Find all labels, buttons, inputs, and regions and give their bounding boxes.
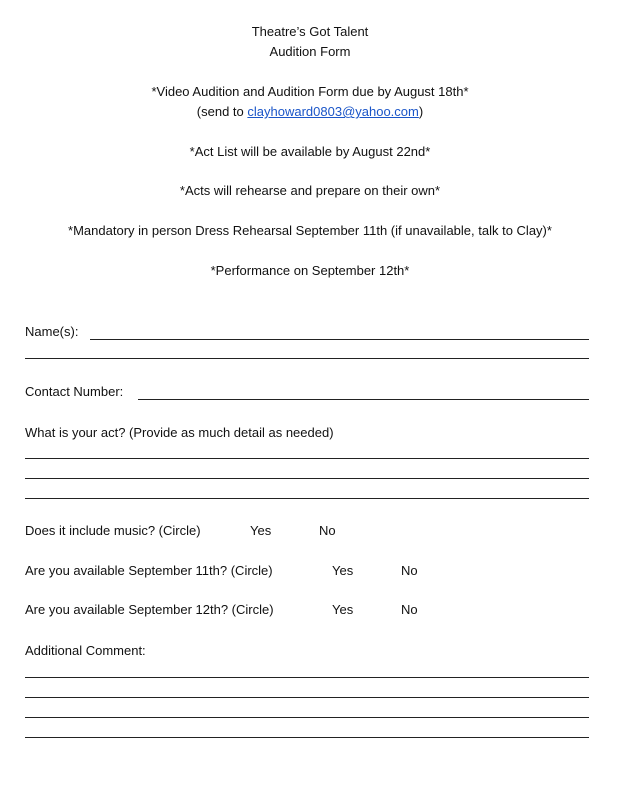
comment-line-1[interactable] — [25, 677, 589, 678]
additional-comment-label: Additional Comment: — [25, 643, 146, 658]
sept12-no-option[interactable]: No — [401, 602, 418, 617]
act-question-label: What is your act? (Provide as much detail as needed) — [25, 425, 334, 440]
sept11-yes-option[interactable]: Yes — [332, 563, 354, 578]
email-link[interactable]: clayhoward0803@yahoo.com — [247, 104, 419, 119]
contact-number-label: Contact Number: — [25, 384, 124, 399]
dress-rehearsal-note: *Mandatory in person Dress Rehearsal September 11th (if unavailable, talk to Clay)* — [68, 223, 552, 238]
act-line-1[interactable] — [25, 458, 589, 459]
rehearse-note: *Acts will rehearse and prepare on their own* — [179, 183, 441, 198]
music-yes-option[interactable]: Yes — [250, 523, 272, 538]
name-line[interactable] — [90, 339, 589, 340]
music-no-option[interactable]: No — [319, 523, 336, 538]
send-prefix: (send to — [196, 104, 248, 119]
send-suffix: ) — [418, 104, 424, 119]
performance-note: *Performance on September 12th* — [210, 263, 410, 278]
send-to-note — [0, 104, 620, 119]
form-subtitle: Audition Form — [269, 44, 351, 59]
comment-line-2[interactable] — [25, 697, 589, 698]
name-line-2[interactable] — [25, 358, 589, 359]
sept12-question: Are you available September 12th? (Circle) — [25, 602, 274, 617]
act-line-2[interactable] — [25, 478, 589, 479]
sept12-yes-option[interactable]: Yes — [332, 602, 354, 617]
sept11-no-option[interactable]: No — [401, 563, 418, 578]
act-line-3[interactable] — [25, 498, 589, 499]
act-list-note: *Act List will be available by August 22nd* — [189, 144, 431, 159]
due-date-note: *Video Audition and Audition Form due by August 18th* — [151, 84, 469, 99]
form-title: Theatre’s Got Talent — [251, 24, 369, 39]
sept11-question: Are you available September 11th? (Circle) — [25, 563, 273, 578]
contact-number-line[interactable] — [138, 399, 589, 400]
name-label: Name(s): — [25, 324, 79, 339]
comment-line-3[interactable] — [25, 717, 589, 718]
comment-line-4[interactable] — [25, 737, 589, 738]
music-question: Does it include music? (Circle) — [25, 523, 201, 538]
